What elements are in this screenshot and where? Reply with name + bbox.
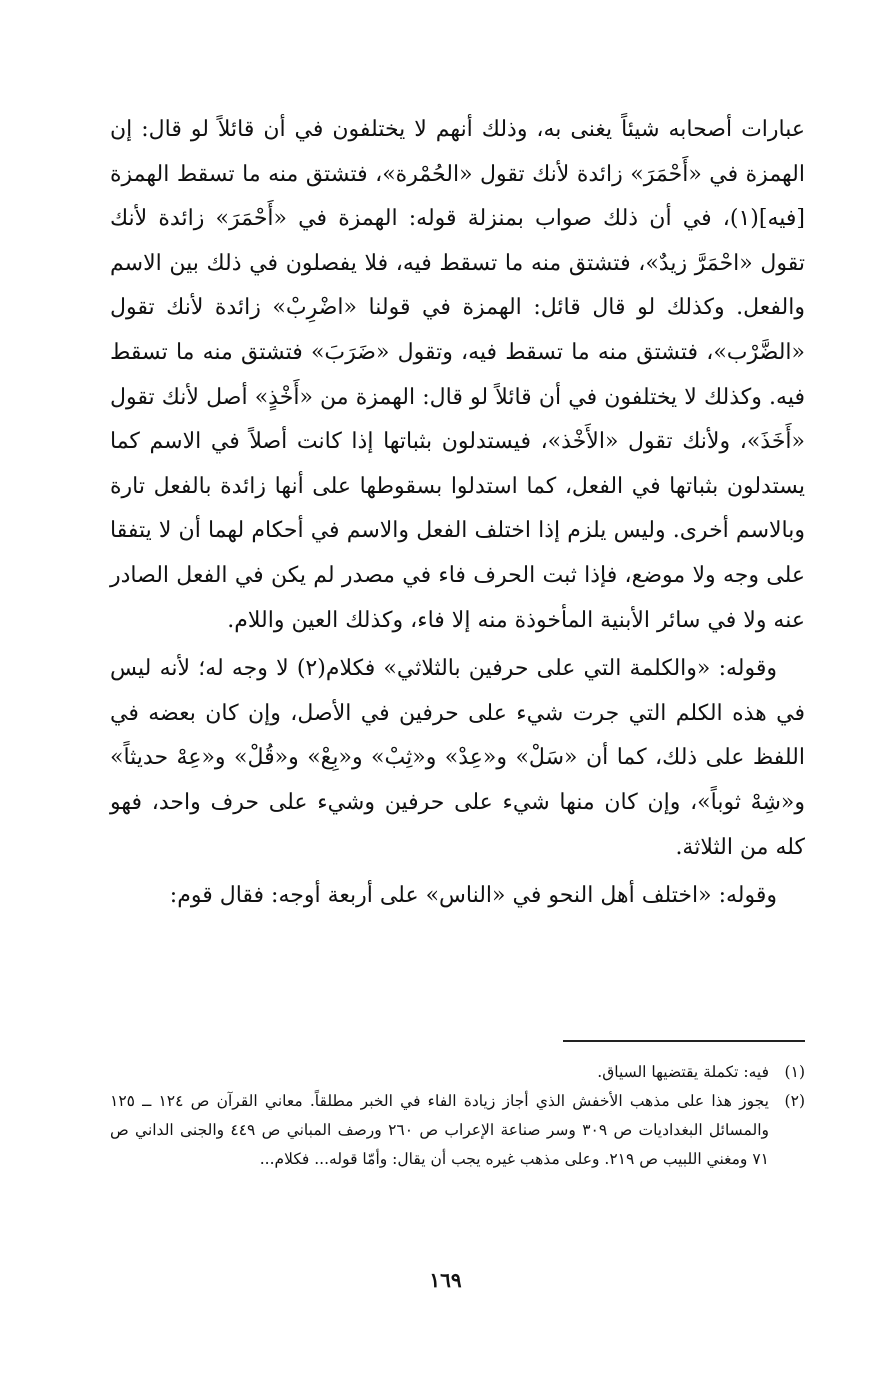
paragraph: عبارات أصحابه شيئاً يغنى به، وذلك أنهم لا يختلفون في أن قائلاً لو قال: إن الهمزة في «أَحْمَرَ» زائدة لأنك تقول «الحُمْرة»، فتشتق منه ما تسقط الهمزة [فيه](١)، في أن ذلك صواب بمنزلة قوله: الهمزة في «أَحْمَرَ» زائدة لأنك تقول «احْمَرَّ زيدٌ»، فتشتق منه ما تسقط فيه، فلا يفصلون في ذلك بين الاسم والفعل. وكذلك لو قال قائل: الهمزة في قولنا «اضْرِبْ» زائدة لأنك تقول «الضَّرْب»، فتشتق منه ما تسقط فيه، وتقول «ضَرَبَ» فتشتق منه ما تسقط فيه. وكذلك لا يختلفون في أن قائلاً لو قال: الهمزة من «أَخْذٍ» أصل لأنك تقول «أَخَذَ»، ولأنك تقول «الأَخْذ»، فيستدلون بثباتها إذا كانت أصلاً في الاسم كما يستدلون بثباتها في الفعل، كما استدلوا بسقوطها على أنها زائدة بالفعل تارة وبالاسم أخرى. وليس يلزم إذا اختلف الفعل والاسم في أحكام لهما أن لا يتفقا على وجه ولا موضع، فإذا ثبت الحرف فاء في مصدر لم يكن في الفعل الصادر عنه ولا في سائر الأبنية المأخوذة منه إلا فاء، وكذلك العين واللام. [110,117,805,633]
paragraph: وقوله: «اختلف أهل النحو في «الناس» على أربعة أوجه: فقال قوم: [169,883,777,909]
footnotes [110,1058,805,1174]
footnote-number: (١) [784,1063,805,1081]
main-text [110,108,805,919]
footnote [110,1087,805,1174]
footnote [110,1058,805,1087]
footnote-separator [563,1040,805,1042]
footnote-text: يجوز هذا على مذهب الأخفش الذي أجاز زيادة الفاء في الخبر مطلقاً. معاني القرآن ص ١٢٤ ــ ١٢٥ والمسائل البغداديات ص ٣٠٩ وسر صناعة الإعراب ص ٢٦٠ ورصف المباني ص ٤٤٩ والجنى الداني ص ٧١ ومغني اللبيب ص ٢١٩. وعلى مذهب غيره يجب أن يقال: وأمّا قوله... فكلام... [110,1092,769,1168]
footnote-text: فيه: تكملة يقتضيها السياق. [597,1063,769,1081]
page-number: ١٦٩ [429,1268,462,1292]
paragraph: وقوله: «والكلمة التي على حرفين بالثلاثي» فكلام(٢) لا وجه له؛ لأنه ليس في هذه الكلم التي جرت شيء على حرفين في الأصل، وإن كان بعضه في اللفظ على ذلك، كما أن «سَلْ» و«عِدْ» و«ثِبْ» و«بِعْ» و«قُلْ» و«عِهْ حديثاً» و«شِهْ ثوباً»، وإن كان منها شيء على حرفين وشيء على حرف واحد، فهو كله من الثلاثة. [110,656,805,860]
footnote-number: (٢) [784,1092,805,1110]
